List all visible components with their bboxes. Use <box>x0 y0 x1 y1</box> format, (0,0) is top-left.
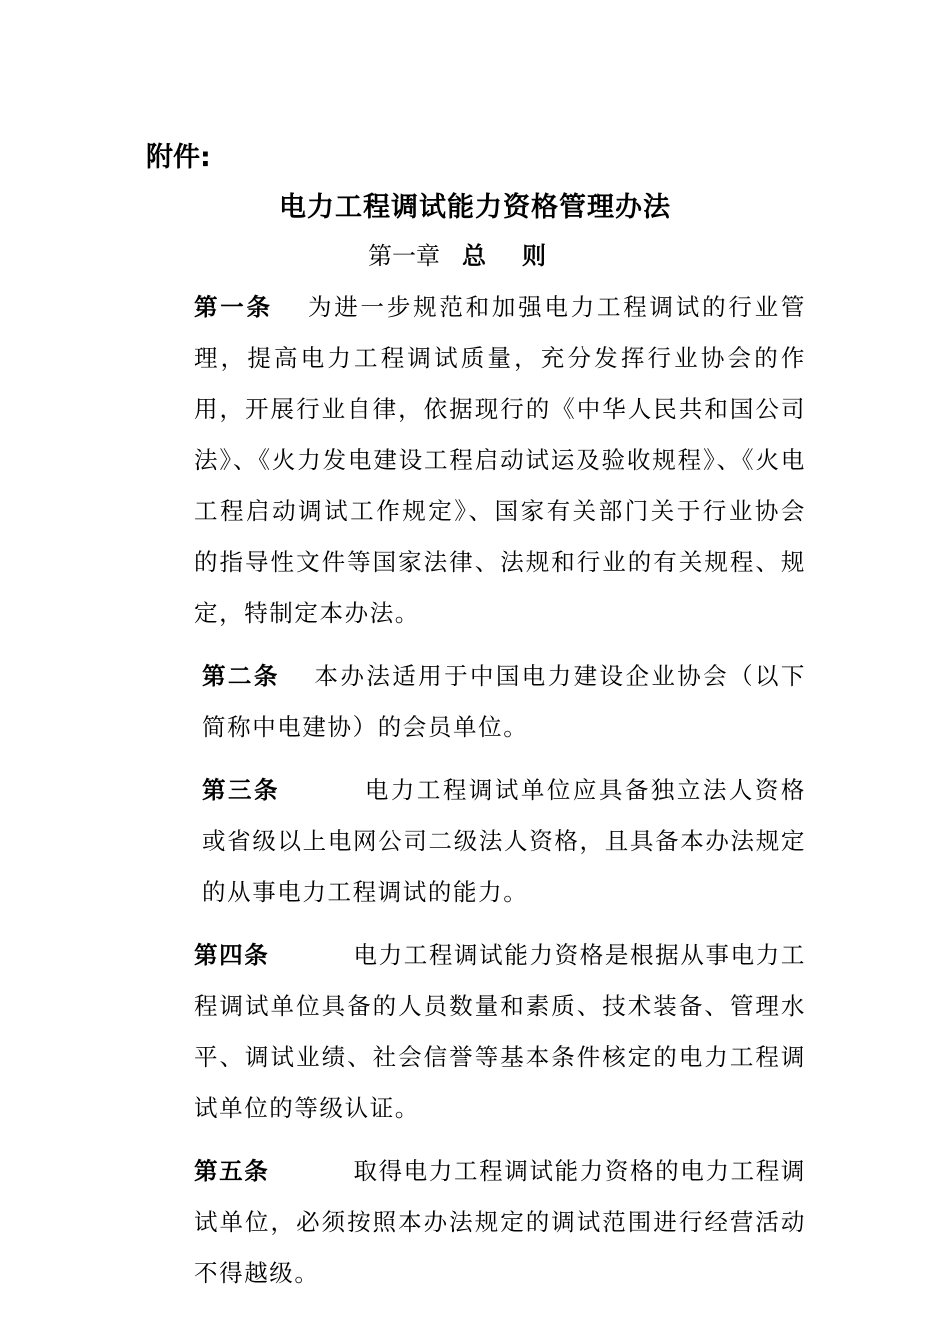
article-4 <box>146 930 806 1134</box>
article-2 <box>146 651 806 753</box>
article-number: 第二条 <box>202 662 280 690</box>
article-text: 为进一步规范和加强电力工程调试的行业管理，提高电力工程调试质量，充分发挥行业协会的作用，开展行业自律，依据现行的《中华人民共和国公司法》、《火力发电建设工程启动试运及验收规程》、《火电工程启动调试工作规定》、国家有关部门关于行业协会的指导性文件等国家法律、法规和行业的有关规程、规定，特制定本办法。 <box>194 293 806 627</box>
document-body <box>146 282 806 1311</box>
chapter-number: 第一章 <box>368 242 440 270</box>
article-1 <box>146 282 806 639</box>
article-text: 本办法适用于中国电力建设企业协会（以下简称中电建协）的会员单位。 <box>202 662 806 741</box>
article-text: 取得电力工程调试能力资格的电力工程调试单位，必须按照本办法规定的调试范围进行经营活动不得越级。 <box>194 1157 806 1287</box>
chapter-heading <box>0 236 950 271</box>
article-5 <box>146 1146 806 1299</box>
article-text: 电力工程调试单位应具备独立法人资格或省级以上电网公司二级法人资格，且具备本办法规定的从事电力工程调试的能力。 <box>202 776 806 906</box>
attachment-label: 附件: <box>146 142 211 173</box>
document-title: 电力工程调试能力资格管理办法 <box>279 192 671 223</box>
article-number: 第三条 <box>202 776 280 804</box>
article-number: 第五条 <box>194 1157 270 1185</box>
article-text: 电力工程调试能力资格是根据从事电力工程调试单位具备的人员数量和素质、技术装备、管理水平、调试业绩、社会信誉等基本条件核定的电力工程调试单位的等级认证。 <box>194 941 806 1122</box>
article-3 <box>146 765 806 918</box>
article-number: 第四条 <box>194 941 270 969</box>
chapter-name: 总则 <box>462 242 582 270</box>
article-number: 第一条 <box>194 293 273 321</box>
